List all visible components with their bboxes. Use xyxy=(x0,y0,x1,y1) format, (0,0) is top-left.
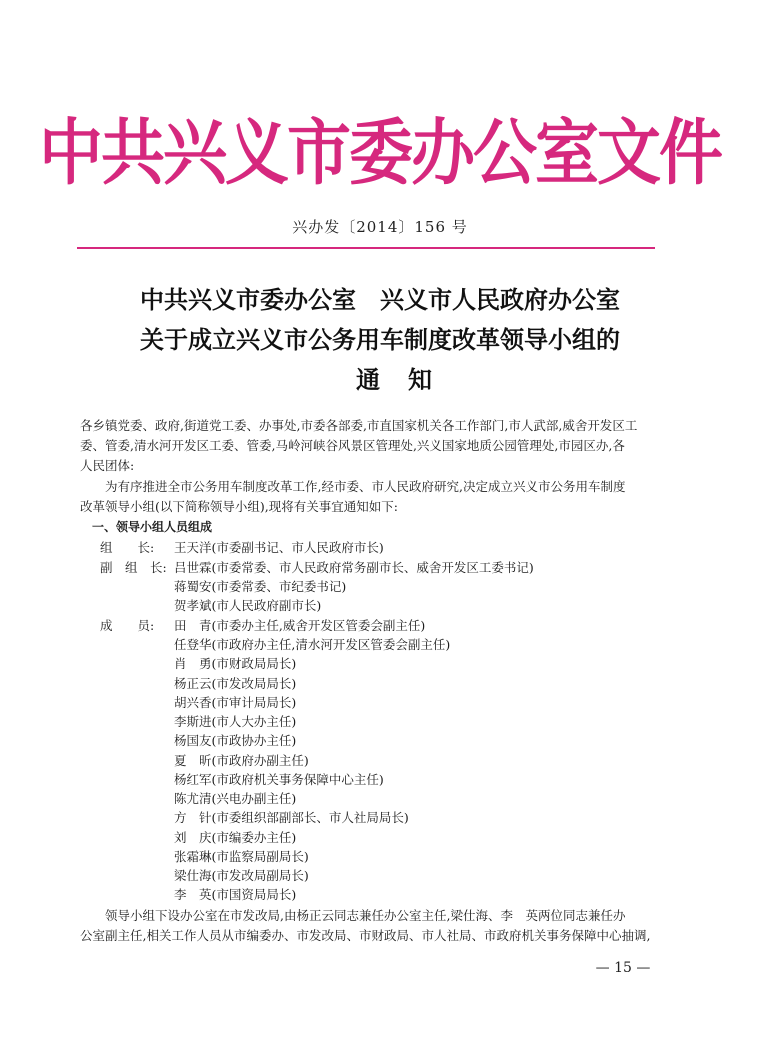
title-line-3: 通知 xyxy=(356,365,460,394)
page-number: — 15 — xyxy=(595,960,651,976)
member-entry: 张霜琳(市监察局副局长) xyxy=(174,849,309,864)
member-entry: 肖 勇(市财政局局长) xyxy=(174,656,297,671)
recipients-line-1: 各乡镇党委、政府,街道党工委、办事处,市委各部委,市直国家机关各工作部门,市人武部,威舍开发区工 xyxy=(80,418,638,433)
member-entry: 杨红军(市政府机关事务保障中心主任) xyxy=(174,772,384,787)
recipients-line-2: 委、管委,清水河开发区工委、管委,马岭河峡谷风景区管理处,兴义国家地质公园管理处,市园区办,各 xyxy=(80,438,625,453)
member-entry: 方 针(市委组织部副部长、市人社局局长) xyxy=(174,810,409,825)
member-role-label: 成 员: xyxy=(100,618,155,633)
member-entry: 杨国友(市政协办主任) xyxy=(174,733,297,748)
red-divider xyxy=(77,247,655,249)
member-entry: 胡兴香(市审计局局长) xyxy=(174,695,297,710)
document-masthead: 中共兴义市委办公室文件 xyxy=(39,112,721,196)
intro-line-2: 改革领导小组(以下简称领导小组),现将有关事宜通知如下: xyxy=(80,499,398,514)
recipients-line-3: 人民团体: xyxy=(80,458,135,473)
closing-line-1: 领导小组下设办公室在市发改局,由杨正云同志兼任办公室主任,梁仕海、李 英两位同志兼任办 xyxy=(80,908,626,923)
title-line-1: 中共兴义市委办公室 兴义市人民政府办公室 xyxy=(140,285,620,314)
member-entry: 李 英(市国资局局长) xyxy=(174,887,297,902)
member-entry: 刘 庆(市编委办主任) xyxy=(174,830,297,845)
leader-role-label: 组 长: xyxy=(100,540,155,555)
member-entry: 田 青(市委办主任,威舍开发区管委会副主任) xyxy=(174,618,426,633)
title-line-2: 关于成立兴义市公务用车制度改革领导小组的 xyxy=(140,325,620,354)
member-entry: 杨正云(市发改局局长) xyxy=(174,676,297,691)
deputy-entry: 贺孝斌(市人民政府副市长) xyxy=(174,598,322,613)
deputy-role-label: 副 组 长: xyxy=(100,560,167,575)
deputy-entry: 蒋蜀安(市委常委、市纪委书记) xyxy=(174,579,347,594)
member-entry: 梁仕海(市发改局副局长) xyxy=(174,868,309,883)
section-heading: 一、领导小组人员组成 xyxy=(80,520,213,534)
intro-line-1: 为有序推进全市公务用车制度改革工作,经市委、市人民政府研究,决定成立兴义市公务用车制度 xyxy=(80,479,626,494)
closing-line-2: 公室副主任,相关工作人员从市编委办、市发改局、市财政局、市人社局、市政府机关事务保障中心抽调, xyxy=(80,928,651,943)
member-entry: 李斯进(市人大办主任) xyxy=(174,714,297,729)
document-number: 兴办发〔2014〕156 号 xyxy=(292,218,468,236)
member-entry: 陈尤清(兴电办副主任) xyxy=(174,791,297,806)
member-entry: 任登华(市政府办主任,清水河开发区管委会副主任) xyxy=(174,637,451,652)
leader-entry: 王天洋(市委副书记、市人民政府市长) xyxy=(174,540,384,555)
member-entry: 夏 昕(市政府办副主任) xyxy=(174,753,309,768)
deputy-entry: 吕世霖(市委常委、市人民政府常务副市长、威舍开发区工委书记) xyxy=(174,560,534,575)
